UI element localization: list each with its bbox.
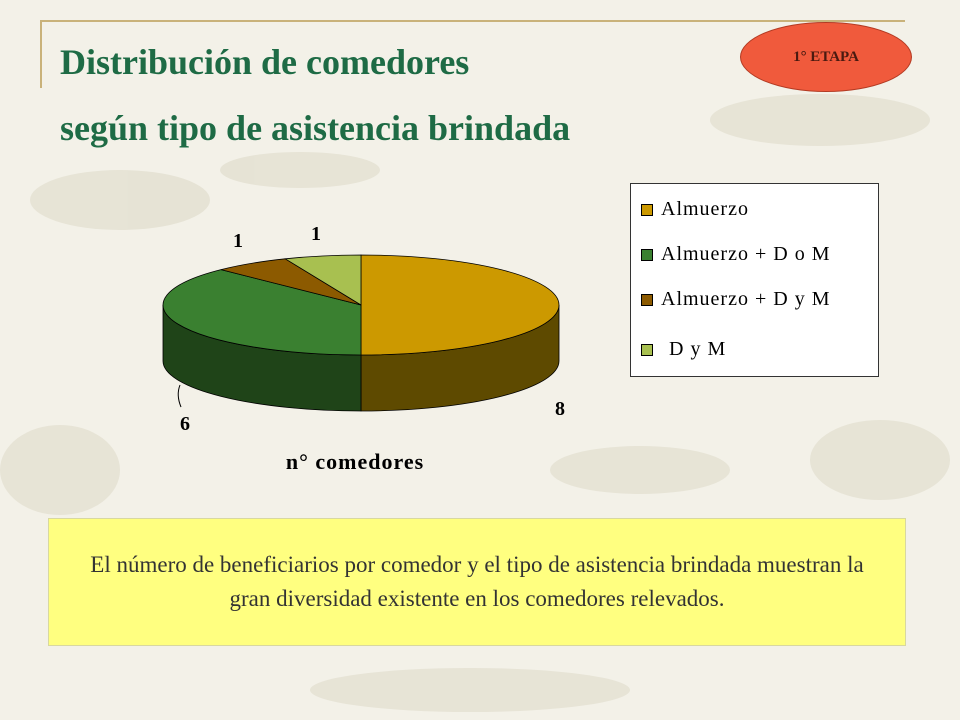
legend-label-1: Almuerzo + D o M xyxy=(661,243,831,265)
legend-swatch-3 xyxy=(641,344,653,356)
data-label-2: 1 xyxy=(233,230,243,252)
legend-swatch-0 xyxy=(641,204,653,216)
legend-item-3 xyxy=(641,338,726,361)
leader-line xyxy=(178,385,181,407)
chart-legend xyxy=(630,183,879,377)
legend-swatch-2 xyxy=(641,294,653,306)
legend-label-2: Almuerzo + D y M xyxy=(661,288,831,310)
x-axis-label: n° comedores xyxy=(285,449,425,474)
data-label-3: 1 xyxy=(311,223,321,245)
note-box xyxy=(48,518,906,646)
legend-swatch-1 xyxy=(641,249,653,261)
data-label-1: 6 xyxy=(180,413,190,435)
page-title: Distribución de comedores xyxy=(60,42,470,82)
legend-item-1 xyxy=(641,243,830,266)
data-label-0: 8 xyxy=(555,398,565,420)
legend-item-2 xyxy=(641,288,830,311)
frame-line-top xyxy=(40,20,905,22)
page-subtitle: según tipo de asistencia brindada xyxy=(60,108,571,148)
stage-badge: 1° ETAPA xyxy=(740,22,912,92)
pie-chart xyxy=(150,215,590,475)
frame-line-left xyxy=(40,20,42,88)
legend-label-0: Almuerzo xyxy=(661,198,749,220)
note-text: El número de beneficiarios por comedor y el tipo de asistencia brindada muestran la gran diversidad existente en los comedores relevados. xyxy=(90,552,864,611)
legend-item-0 xyxy=(641,198,749,221)
legend-label-3: D y M xyxy=(669,338,727,360)
